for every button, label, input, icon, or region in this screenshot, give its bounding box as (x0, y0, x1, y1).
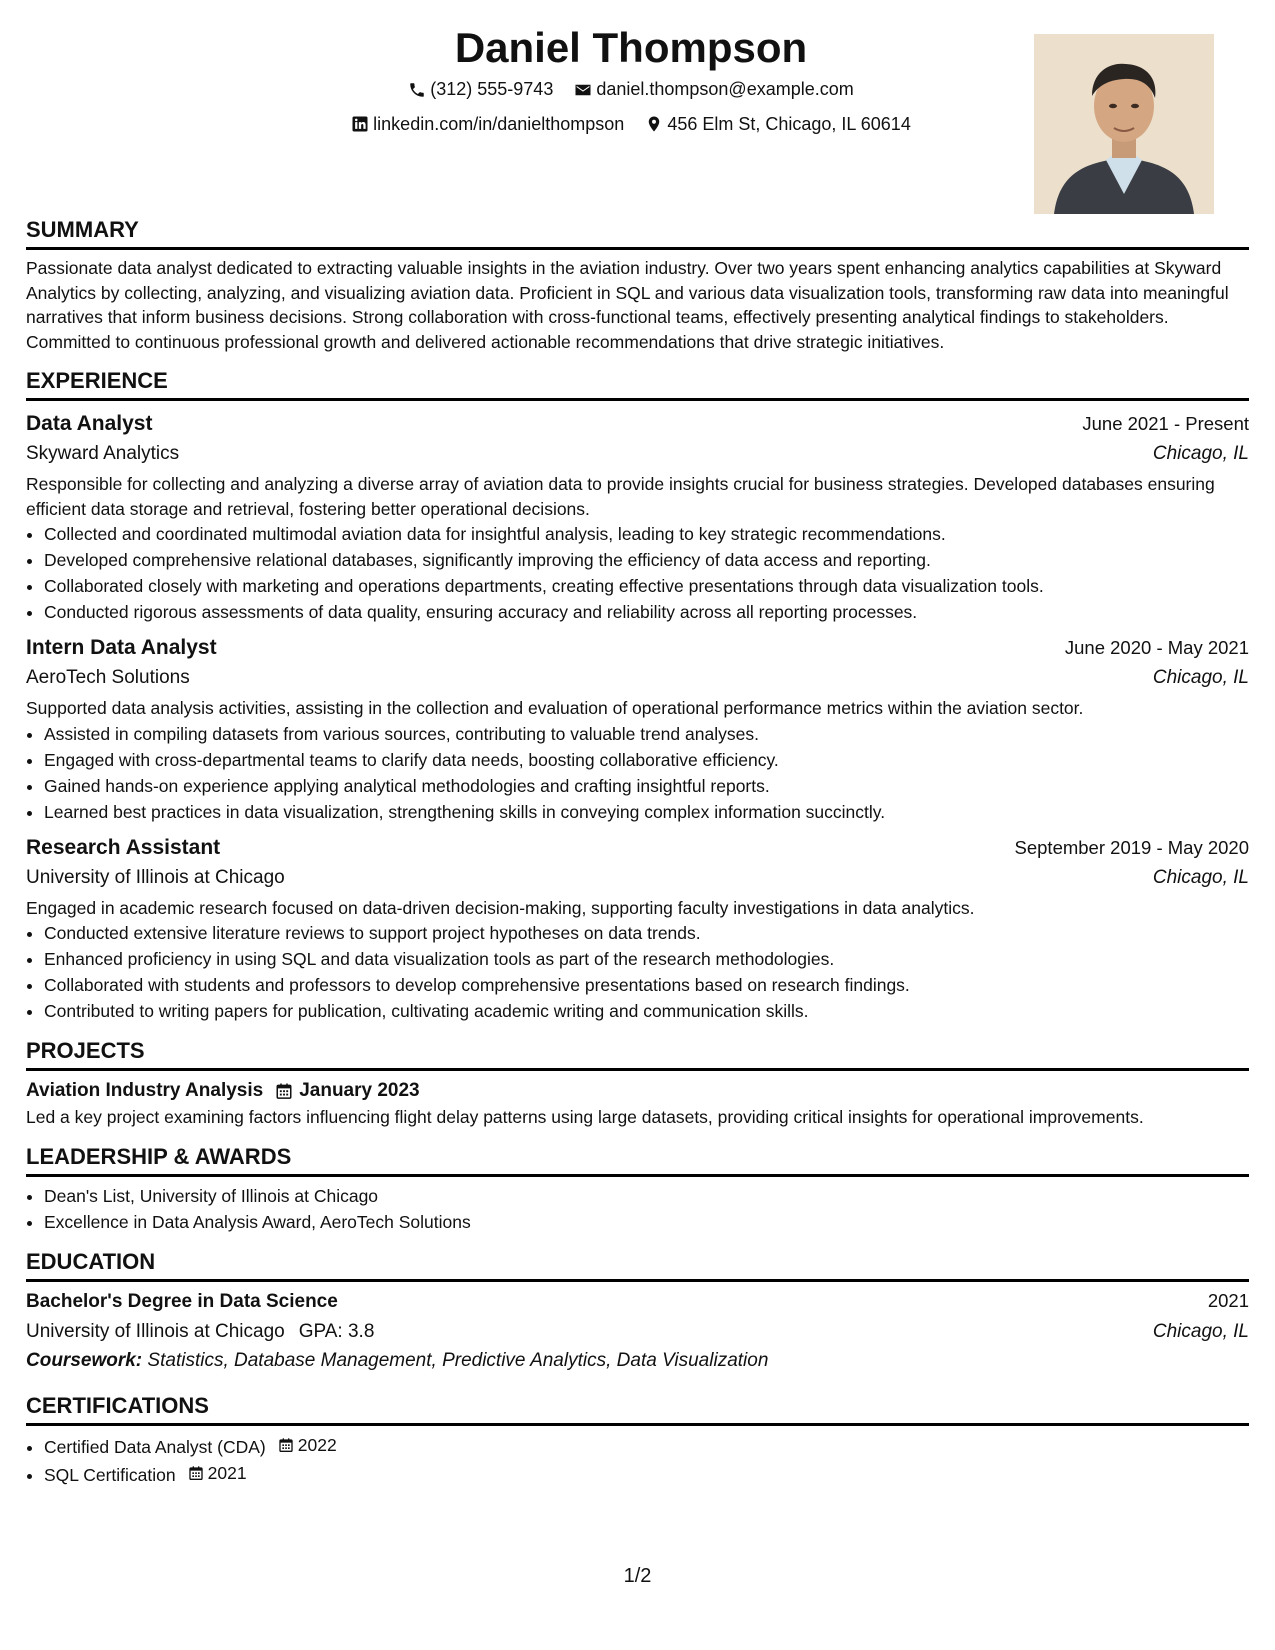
awards-section (26, 1144, 1249, 1235)
education-section (26, 1249, 1249, 1375)
education-school-row (26, 1317, 1249, 1347)
degree-year: 2021 (1207, 1289, 1249, 1311)
project-name: Aviation Industry Analysis (26, 1080, 264, 1101)
job-date: September 2019 - May 2020 (1014, 836, 1249, 858)
list-item (44, 1432, 1249, 1460)
certification-name: SQL Certification (44, 1464, 176, 1485)
list-item: • Contributed to writing papers for publication, cultivating academic writing and communication skills. (44, 998, 1249, 1024)
address-text: 456 Elm St, Chicago, IL 60614 (667, 113, 911, 134)
contact-email[interactable] (574, 74, 853, 105)
awards-list (26, 1183, 1249, 1235)
job-company-row (26, 663, 1249, 693)
list-item: • Dean's List, University of Illinois at Chicago (44, 1183, 1249, 1209)
job-company-row (26, 439, 1249, 469)
job-bullets (26, 920, 1249, 1024)
job-location: Chicago, IL (1152, 667, 1249, 688)
experience-heading: EXPERIENCE (26, 368, 1249, 401)
contact-address (645, 109, 910, 140)
school-line (26, 1317, 374, 1347)
list-item: • Gained hands-on experience applying analytical methodologies and crafting insightful reports. (44, 773, 1249, 799)
degree-title: Bachelor's Degree in Data Science (26, 1290, 338, 1312)
summary-section (26, 217, 1249, 354)
calendar-icon (278, 1437, 294, 1453)
job-date: June 2020 - May 2021 (1064, 637, 1249, 658)
list-item: • Developed comprehensive relational databases, significantly improving the efficiency of data access and reporting. (44, 547, 1249, 573)
list-item (44, 1460, 1249, 1488)
school-location: Chicago, IL (1152, 1320, 1249, 1342)
job-header-row (26, 833, 1249, 863)
list-item: • Assisted in compiling datasets from various sources, contributing to valuable trend analyses. (44, 721, 1249, 747)
certification-name: Certified Data Analyst (CDA) (44, 1436, 266, 1457)
email-text: daniel.thompson@example.com (596, 79, 854, 99)
list-item: • Collaborated closely with marketing and operations departments, creating effective presentations through data visualization tools. (44, 573, 1249, 599)
coursework-list: Statistics, Database Management, Predictive Analytics, Data Visualization (147, 1349, 769, 1371)
experience-section (26, 368, 1249, 1024)
list-item: • Learned best practices in data visualization, strengthening skills in conveying complex information succinctly. (44, 799, 1249, 825)
job-company: University of Illinois at Chicago (26, 866, 285, 888)
project-description: Led a key project examining factors influencing flight delay patterns using large datasets, providing critical insights for operational improvements. (26, 1107, 1144, 1127)
candidate-name: Daniel Thompson (454, 24, 808, 71)
list-item: • Collaborated with students and professors to develop comprehensive presentations based on research findings. (44, 972, 1249, 998)
job-bullets (26, 721, 1249, 825)
project-date: January 2023 (299, 1080, 420, 1101)
job-title: Intern Data Analyst (26, 636, 217, 659)
certification-date (266, 1432, 337, 1458)
list-item: • Conducted extensive literature reviews to support project hypotheses on data trends. (44, 920, 1249, 946)
list-item: • Enhanced proficiency in using SQL and data visualization tools as part of the research methodologies. (44, 946, 1249, 972)
calendar-icon (188, 1465, 204, 1481)
projects-heading: PROJECTS (26, 1038, 1249, 1071)
awards-heading: LEADERSHIP & AWARDS (26, 1144, 1249, 1177)
coursework-label: Coursework: (26, 1349, 143, 1371)
job-description: Responsible for collecting and analyzing a diverse array of aviation data to provide insights crucial for business strategies. Developed databases ensuring efficient data storage and retrieval, fostering better operational decisions. (26, 474, 1215, 519)
profile-portrait-image (1034, 34, 1214, 214)
job-header-row (26, 633, 1249, 663)
certifications-heading: CERTIFICATIONS (26, 1393, 1249, 1426)
job-entry (26, 633, 1249, 825)
contact-phone (408, 74, 553, 105)
profile-photo (1034, 34, 1214, 214)
phone-text: (312) 555-9743 (430, 79, 554, 99)
job-entry (26, 409, 1249, 625)
project-title-row (26, 1077, 1249, 1105)
certifications-section (26, 1393, 1249, 1488)
job-title: Data Analyst (26, 412, 153, 435)
certification-year: 2021 (207, 1462, 247, 1483)
list-item: • Engaged with cross-departmental teams to clarify data needs, boosting collaborative efficiency. (44, 747, 1249, 773)
list-item: • Collected and coordinated multimodal aviation data for insightful analysis, leading to key strategic recommendations. (44, 521, 1249, 547)
coursework (26, 1347, 1249, 1375)
certification-date (176, 1460, 247, 1486)
resume-page (26, 20, 1249, 1488)
map-pin-icon (645, 115, 663, 133)
education-header-row (26, 1286, 1249, 1317)
job-description: Supported data analysis activities, assisting in the collection and evaluation of operational performance metrics within the aviation sector. (26, 698, 1084, 718)
list-item: • Excellence in Data Analysis Award, AeroTech Solutions (44, 1209, 1249, 1235)
summary-heading: SUMMARY (26, 217, 1249, 250)
calendar-icon (275, 1082, 293, 1100)
job-bullets (26, 521, 1249, 625)
job-company-row (26, 863, 1249, 893)
summary-text: Passionate data analyst dedicated to extracting valuable insights in the aviation industry. Over two years spent enhancing analytics capabilities at Skyward Analytics by collecting, analyzing, and visualizing aviation data. Proficient in SQL and various data visualization tools, transforming raw data into meaningful narratives that inform business decisions. Strong collaboration with cross-functional teams, effectively presenting analytical findings to stakeholders. Committed to continuous professional growth and delivered actionable recommendations that drive strategic initiatives. (26, 258, 1229, 352)
education-heading: EDUCATION (26, 1249, 1249, 1282)
job-entry (26, 833, 1249, 1025)
job-company: AeroTech Solutions (26, 667, 190, 688)
job-title: Research Assistant (26, 835, 221, 859)
contact-linkedin[interactable] (351, 109, 624, 140)
certification-year: 2022 (297, 1434, 337, 1455)
resume-header (26, 22, 1249, 217)
job-description: Engaged in academic research focused on data-driven decision-making, supporting faculty investigations in data analytics. (26, 897, 975, 918)
job-company: Skyward Analytics (26, 443, 180, 464)
gpa: GPA: 3.8 (298, 1320, 375, 1342)
job-location: Chicago, IL (1152, 443, 1249, 464)
job-date: June 2021 - Present (1082, 413, 1249, 434)
job-header-row (26, 409, 1249, 439)
projects-section (26, 1038, 1249, 1130)
envelope-icon (574, 81, 592, 99)
certifications-list (26, 1432, 1249, 1488)
linkedin-icon (351, 115, 369, 133)
linkedin-text: linkedin.com/in/danielthompson (373, 113, 625, 134)
job-location: Chicago, IL (1152, 866, 1249, 888)
page-number: 1/2 (623, 1565, 652, 1587)
list-item: • Conducted rigorous assessments of data quality, ensuring accuracy and reliability across all reporting processes. (44, 599, 1249, 625)
phone-icon (408, 81, 426, 99)
school-name: University of Illinois at Chicago (26, 1320, 285, 1342)
